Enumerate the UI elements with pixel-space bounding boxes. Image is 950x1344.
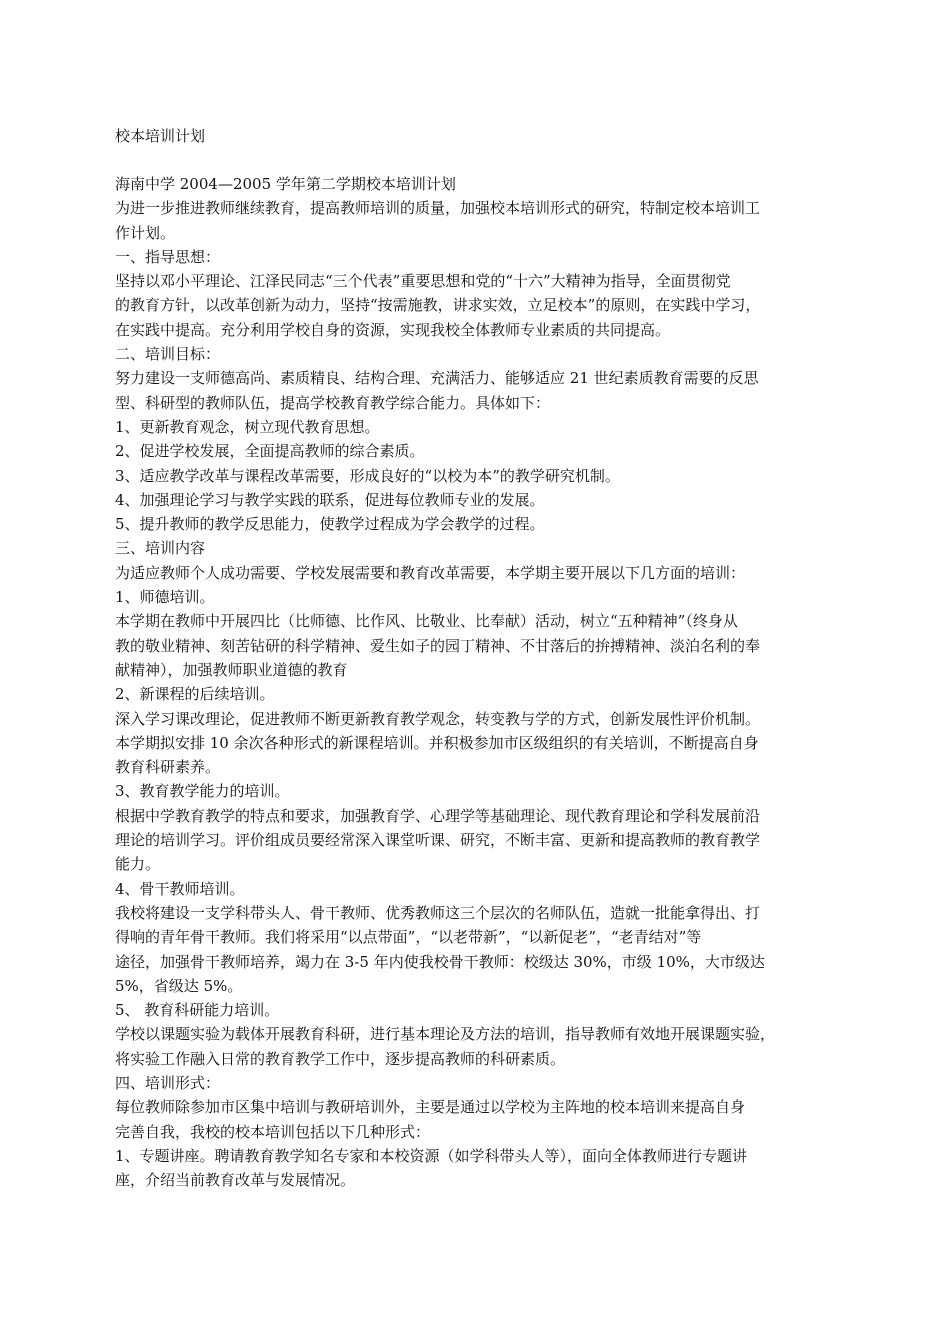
text-line: 4、骨干教师培训。: [115, 879, 245, 898]
text-line: 根据中学教育教学的特点和要求，加强教育学、心理学等基础理论、现代教育理论和学科发展前沿: [115, 806, 761, 825]
document-page: [115, 124, 837, 1192]
document-body: [115, 172, 837, 1192]
text-line: 2、新课程的后续培训。: [115, 685, 275, 704]
text-line: 1、师德培训。: [115, 588, 215, 607]
text-line: 1、专题讲座。聘请教育教学知名专家和本校资源（如学科带头人等），面向全体教师进行专题讲: [115, 1146, 748, 1165]
text-line: 四、培训形式：: [115, 1073, 221, 1092]
text-line: 一、指导思想：: [115, 247, 221, 266]
text-line: 我校将建设一支学科带头人、骨干教师、优秀教师这三个层次的名师队伍，造就一批能拿得出、打: [115, 903, 761, 922]
text-line: 4、加强理论学习与教学实践的联系，促进每位教师专业的发展。: [115, 490, 545, 509]
text-line: 教育科研素养。: [115, 758, 221, 777]
text-line: 得响的青年骨干教师。我们将采用“以点带面”，“以老带新”，“以新促老”，“老青结对”等: [115, 928, 702, 947]
text-line: 3、适应教学改革与课程改革需要，形成良好的“以校为本”的教学研究机制。: [115, 466, 620, 485]
text-line: 每位教师除参加市区集中培训与教研培训外，主要是通过以学校为主阵地的校本培训来提高自身: [115, 1098, 746, 1117]
text-line: 本学期在教师中开展四比（比师德、比作风、比敬业、比奉献）活动，树立“五种精神”（终身从: [115, 612, 738, 631]
text-line: 3、教育教学能力的培训。: [115, 782, 290, 801]
text-line: 能力。: [115, 855, 161, 874]
text-line: 5、提升教师的教学反思能力，使教学过程成为学会教学的过程。: [115, 515, 545, 534]
text-line: 本学期拟安排 10 余次各种形式的新课程培训。并积极参加市区级组织的有关培训，不断提高自身: [115, 733, 759, 752]
text-line: 5%，省级达 5%。: [115, 976, 243, 995]
text-line: 的教育方针，以改革创新为动力，坚持“按需施教，讲求实效，立足校本”的原则，在实践中学习，: [115, 296, 761, 315]
text-line: 型、科研型的教师队伍，提高学校教育教学综合能力。具体如下：: [115, 393, 551, 412]
text-line: 努力建设一支师德高尚、素质精良、结构合理、充满活力、能够适应 21 世纪素质教育需要的反思: [115, 369, 759, 388]
text-line: 将实验工作融入日常的教育教学工作中，逐步提高教师的科研素质。: [115, 1049, 566, 1068]
text-line: 理论的培训学习。评价组成员要经常深入课堂听课、研究，不断丰富、更新和提高教师的教育教学: [115, 831, 761, 850]
text-line: 深入学习课改理论，促进教师不断更新教育教学观念，转变教与学的方式，创新发展性评价机制。: [115, 709, 761, 728]
text-line: 作计划。: [115, 223, 176, 242]
text-line: 海南中学 2004—2005 学年第二学期校本培训计划: [115, 175, 456, 193]
text-line: 完善自我，我校的校本培训包括以下几种形式：: [115, 1122, 431, 1141]
text-line: 学校以课题实验为载体开展教育科研，进行基本理论及方法的培训，指导教师有效地开展课题实验，: [115, 1025, 776, 1044]
text-line: 座，介绍当前教育改革与发展情况。: [115, 1171, 356, 1190]
text-line: 2、促进学校发展，全面提高教师的综合素质。: [115, 442, 425, 461]
text-line: 为进一步推进教师继续教育，提高教师培训的质量，加强校本培训形式的研究，特制定校本培训工: [115, 199, 761, 218]
text-line: 为适应教师个人成功需要、学校发展需要和教育改革需要，本学期主要开展以下几方面的培训：: [115, 563, 746, 582]
text-line: 二、培训目标：: [115, 345, 221, 364]
text-line: 途径，加强骨干教师培养，竭力在 3-5 年内使我校骨干教师：校级达 30%，市级 10%，大市级达: [115, 952, 765, 971]
text-line: 教的敬业精神、刻苦钻研的科学精神、爱生如子的园丁精神、不甘落后的拚搏精神、淡泊名利的奉: [115, 636, 761, 655]
text-line: 5、 教育科研能力培训。: [115, 1001, 280, 1020]
document-title: 校本培训计划: [115, 127, 206, 145]
text-line: 1、更新教育观念，树立现代教育思想。: [115, 417, 380, 436]
text-line: 三、培训内容: [115, 539, 206, 558]
text-line: 坚持以邓小平理论、江泽民同志“三个代表”重要思想和党的“十六”大精神为指导，全面贯彻党: [115, 272, 731, 291]
text-line: 献精神），加强教师职业道德的教育: [115, 660, 348, 679]
text-line: 在实践中提高。充分利用学校自身的资源，实现我校全体教师专业素质的共同提高。: [115, 320, 671, 339]
